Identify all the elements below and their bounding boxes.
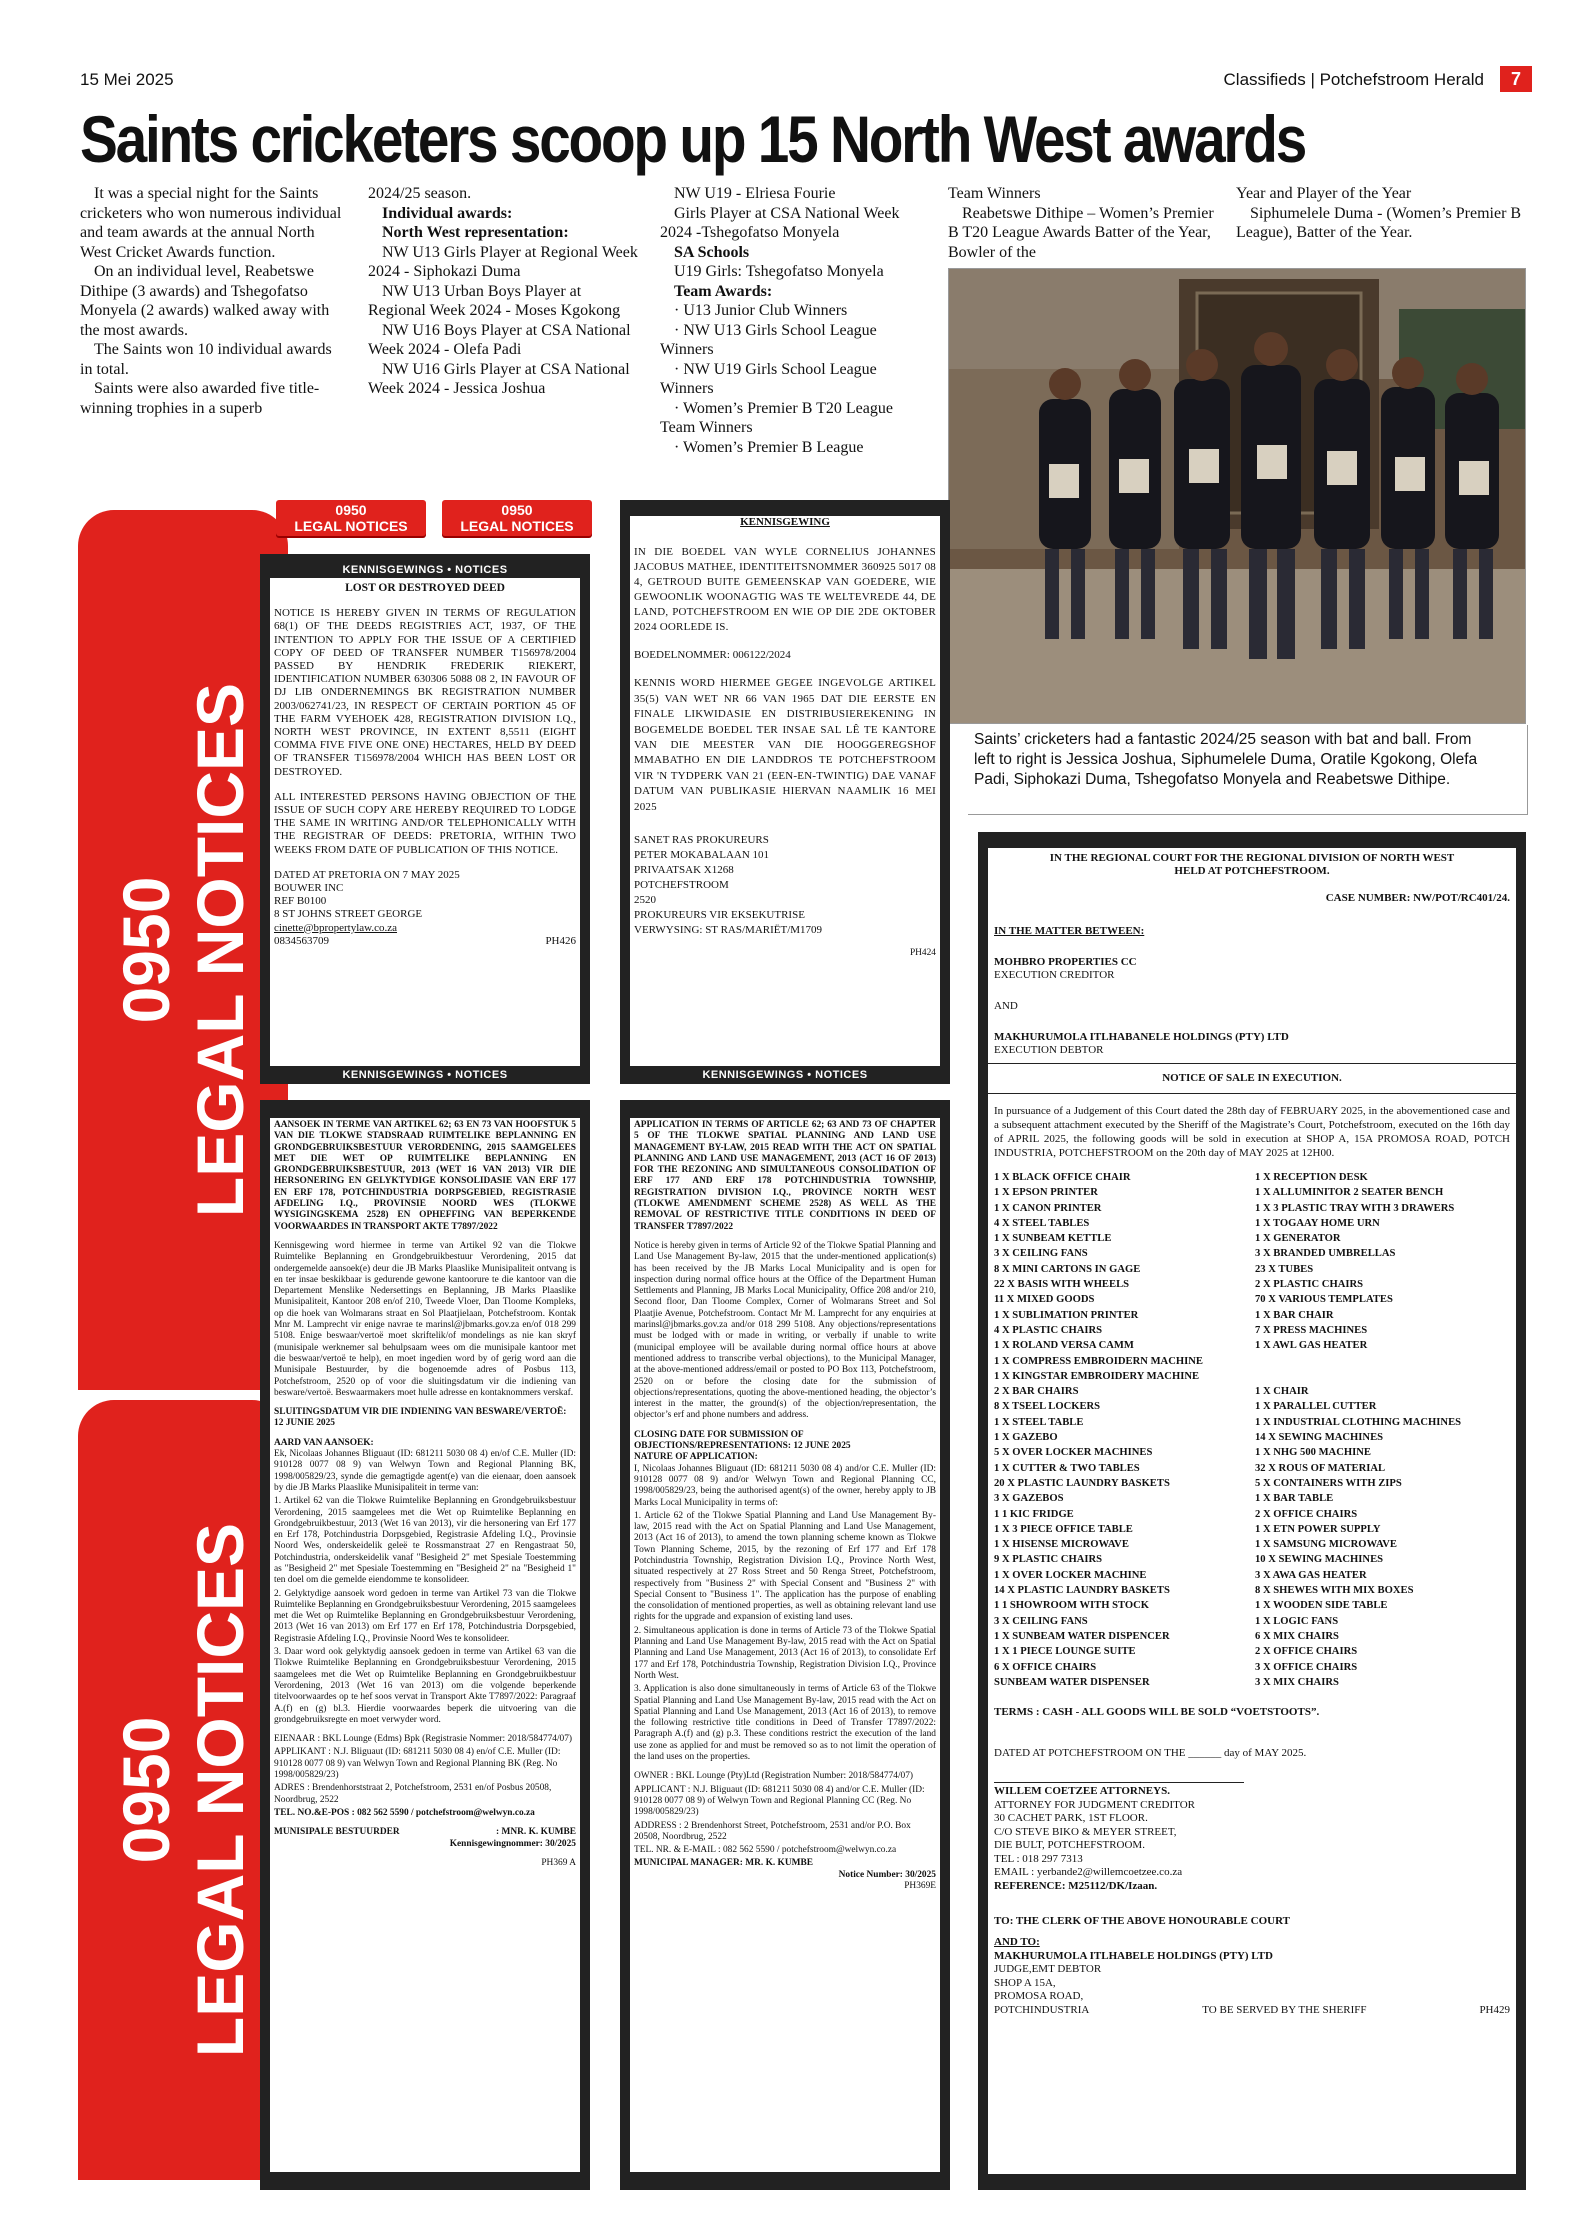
- notice-title: APPLICATION IN TERMS OF ARTICLE 62; 63 AND 73 OF CHAPTER 5 OF THE TLOKWE SPATIAL PLANNING AND LAND USE MANAGEMENT BY-LAW, 2015 READ WITH THE ACT ON SPATIAL PLANNING AND LAND USE MANAGEMENT, 2013 (ACT 16 OF 2013) FOR THE REZONING AND SIMULTANEOUS CONSOLIDATION OF ERF 177 AND ERF 178 POTCHINDUSTRIA TOWNSHIP, REGISTRATION DIVISION I.Q., PROVINCE NORTH WEST (TLOKWE AMENDMENT SCHEME 2528) AS WELL AS THE REMOVAL OF RESTRICTIVE TITLE CONDITIONS IN DEED OF TRANSFER T7897/2022: [634, 1120, 936, 1232]
- goods-item: 20 X PLASTIC LAUNDRY BASKETS: [994, 1477, 1170, 1489]
- notice-owner: OWNER : BKL Lounge (Pty)Ltd (Registration Number: 2018/584774/07): [634, 1771, 914, 1782]
- notice-body: [274, 1120, 576, 1869]
- goods-item: 1 X SAMSUNG MICROWAVE: [1255, 1539, 1397, 1551]
- goods-item: 3 X AWA GAS HEATER: [1255, 1569, 1367, 1581]
- notice-paragraph: 2. Gelyktydige aansoek word gedoen in terme van Artikel 73 van die Tlokwe Ruimtelike Beplanning en Grondgebruiksbestuur Verordening, 2015 saamgelees met die Wet op Ruimtelike Beplanning en Grondgebruiksbestuur Verordening, 2013 (Wet 16 van 2013) om Erf 177 en Erf 178, Potchindustria Dorpsgebied, Registrasie Afdeling I.Q., Provinsie Noord Wes te konsolideer.: [274, 1588, 576, 1644]
- notice-ref: PH369 A: [541, 1857, 576, 1868]
- goods-item: 23 X TUBES: [1255, 1263, 1314, 1275]
- goods-item: 1 X HISENSE MICROWAVE: [994, 1539, 1129, 1551]
- article-paragraph: Siphumelele Duma - (Women’s Premier B League), Batter of the Year.: [1236, 204, 1522, 241]
- article-subheading: SA Schools: [674, 243, 750, 261]
- notice-applicant: APPLIKANT : N.J. Bliguaut (ID: 681211 5030 08 4) en/of C.E. Muller (ID: 910128 0077 08 9) van Welwyn Town and Regional Planning BK (Reg. No 1998/005829/23): [274, 1747, 561, 1781]
- goods-item: 4 X STEEL TABLES: [994, 1217, 1090, 1229]
- notice-body: [634, 516, 936, 959]
- notice-paragraph: Ek, Nicolaas Johannes Bliguaut (ID: 681211 5030 08 4) en/of C.E. Muller (ID: 910128 0077 08 9) van Welwyn Town and Regional Planning BK, 1998/005829/23, synde die gemagtigde agent(e) van die eienaar, doen aansoek by die JB Marks Plaaslike Munisipaliteit in terme van:: [274, 1449, 576, 1493]
- notice-banner: KENNISGEWINGS • NOTICES: [270, 562, 580, 578]
- article-column-3: [660, 184, 928, 457]
- notice-banner: KENNISGEWINGS • NOTICES: [988, 832, 1516, 848]
- goods-item: 11 X MIXED GOODS: [994, 1294, 1095, 1306]
- article-column-5: [1236, 184, 1526, 243]
- article-paragraph: Saints were also awarded five title-winning trophies in a superb: [80, 380, 320, 417]
- notice-title: KENNISGEWING: [740, 516, 830, 528]
- notice-line: PETER MOKABALAAN 101: [634, 849, 770, 862]
- sale-paragraph: In pursuance of a Judgement of this Court dated the 28th day of FEBRUARY 2025, in the abovementioned case and a subsequent attachment executed by the Sheriff of the Magistrate’s Court, Potchefstroom, executed on the 16th day of APRIL 2025, the following goods will be sold in execution at SHOP A, 15A PROMOSA ROAD, POTCH INDUSTRIA, POTCHEFSTROOM on the 20th day of MAY 2025 at 12H00.: [994, 1105, 1510, 1159]
- notice-paragraph: 3. Daar word ook gelyktydig aansoek gedoen in terme van Artikel 63 van die Tlokwe Ruimtelike Beplanning en Grondgebruiksbestuur Verordening, 2015 saamgelees met die Wet op Ruimtelike Beplanning en Grondgebruikbestuur Verordening, 2013 (Wet 16 van 2013) om die volgende beperkende titelvoorwaardes op te hef soos vervat in Transport Akte T7897/2022: Paragraaf A.(f) en (g) bl.3. Hierdie voorwaardes beperk die uitvoering van die grondgebruiksregte en moet verwyder word.: [274, 1647, 576, 1725]
- article-paragraph: · U13 Junior Club Winners: [674, 302, 848, 319]
- notice-line: : MNR. K. KUMBE: [496, 1827, 576, 1838]
- goods-item: 1 X NHG 500 MACHINE: [1255, 1447, 1371, 1459]
- article-subheading: Team Awards:: [674, 282, 773, 300]
- team-photo-illustration: [949, 269, 1526, 724]
- notice-paragraph: IN DIE BOEDEL VAN WYLE CORNELIUS JOHANNES JACOBUS MATHEE, IDENTITEITSNOMMER 360925 5017 08 4, GETROUD BUITE GEMEENSKAP VAN GOEDERE, WIE GEWOONLIK WOONAGTIG WAS TE WELTEVREDE 44, DE LAND, POTCHEFSTROOM EN WIE OP DIE 2DE OKTOBER 2024 OORLEDE IS.: [634, 546, 936, 634]
- sidebar-code: 0950: [109, 876, 183, 1024]
- notice-number: Kennisgewingnommer: 30/2025: [449, 1838, 576, 1849]
- notice-banner: KENNISGEWINGS • NOTICES: [270, 1066, 580, 1084]
- goods-item: 1 X ETN POWER SUPPLY: [1255, 1523, 1381, 1535]
- goods-item: 6 X OFFICE CHAIRS: [994, 1661, 1097, 1673]
- notice-contact: TEL. NR. & E-MAIL : 082 562 5590 / potchefstroom@welwyn.co.za: [634, 1845, 897, 1856]
- to-clerk: TO: THE CLERK OF THE ABOVE HONOURABLE COURT: [994, 1915, 1290, 1928]
- legal-notices-sidebar-2: [78, 1400, 288, 2180]
- notice-contact: TEL. NO.&E-POS : 082 562 5590 / potchefstroom@welwyn.co.za: [274, 1807, 535, 1818]
- article-paragraph: · Women’s Premier B League: [674, 438, 864, 456]
- notice-paragraph: 1. Article 62 of the Tlokwe Spatial Planning and Land Use Management By-law, 2015 read with the Act on Spatial Planning and Land Use Management, 2013 (Act 16 of 2013), to amend the town planning scheme known as Tlokwe Town Planning Scheme, 2015, by the rezoning of Erf 177 and Erf 178 Potchindustria Township, Registration Division I.Q., Province North West, situated respectively at 27 Ross Street and 50 Renga Street, Potchefstroom, respectively from "Business 2" with Special Consent and "Business 2" with Special Consent to "Business 1". The application has the purpose of enabling the consolidation of mentioned properties, as well as obtaining relevant land use rights for the upgrade and expansion of existing land uses.: [634, 1510, 936, 1623]
- goods-item: 3 X OFFICE CHAIRS: [1255, 1661, 1358, 1673]
- article-column-4: [948, 184, 1220, 262]
- sidebar-label: LEGAL NOTICES: [183, 682, 257, 1218]
- article-paragraph: Team Winners: [948, 185, 1041, 202]
- goods-item: 1 X CUTTER & TWO TABLES: [994, 1462, 1140, 1474]
- legal-notices-sidebar-1: [78, 510, 288, 1390]
- goods-item: 1 X 1 PIECE LOUNGE SUITE: [994, 1646, 1136, 1658]
- goods-item: 10 X SEWING MACHINES: [1255, 1554, 1384, 1566]
- goods-item: 1 X STEEL TABLE: [994, 1416, 1084, 1428]
- goods-item: 3 X GAZEBOS: [994, 1493, 1064, 1505]
- sale-title: NOTICE OF SALE IN EXECUTION.: [1162, 1072, 1342, 1084]
- court-heading: IN THE REGIONAL COURT FOR THE REGIONAL DIVISION OF NORTH WEST HELD AT POTCHEFSTROOM.: [1049, 852, 1455, 877]
- notice-ref: PH369E: [904, 1881, 936, 1891]
- article-paragraph: On an individual level, Reabetswe Dithipe (3 awards) and Tshegofatso Monyela (2 awards) walked away with the most awards.: [80, 263, 330, 339]
- firm-name: WILLEM COETZEE ATTORNEYS.: [994, 1785, 1170, 1798]
- goods-item: 22 X BASIS WITH WHEELS: [994, 1279, 1130, 1291]
- goods-item: 14 X SEWING MACHINES: [1255, 1432, 1384, 1444]
- goods-item: 1 X ROLAND VERSA CAMM: [994, 1340, 1134, 1352]
- notice-paragraph: BOEDELNOMMER: 006122/2024: [634, 649, 791, 662]
- goods-item: 1 1 SHOWROOM WITH STOCK: [994, 1600, 1150, 1612]
- legal-notices-tag: [276, 500, 426, 536]
- notice-title: LOST OR DESTROYED DEED: [345, 582, 505, 594]
- article-paragraph: · NW U13 Girls School League Winners: [660, 321, 877, 358]
- goods-item: 3 X CEILING FANS: [994, 1615, 1088, 1627]
- sidebar-text: [109, 1523, 257, 2057]
- goods-item: 1 X SUNBEAM WATER DISPENCER: [994, 1630, 1170, 1642]
- article-paragraph: NW U16 Boys Player at CSA National Week 2024 - Olefa Padi: [368, 321, 631, 358]
- notice-owner: EIENAAR : BKL Lounge (Edms) Bpk (Registrasie Nommer: 2018/584774/07): [274, 1734, 573, 1745]
- goods-item: 4 X PLASTIC CHAIRS: [994, 1324, 1103, 1336]
- article-column-1: [80, 184, 348, 418]
- debtor-name: MAKHURUMOLA ITLHABANELE HOLDINGS (PTY) LTD: [994, 1031, 1289, 1043]
- section-title: Classifieds | Potchefstroom Herald: [1223, 70, 1484, 89]
- goods-item: 1 X BAR CHAIR: [1255, 1309, 1334, 1321]
- notice-phone: 0834563709: [274, 934, 329, 947]
- notice-line: PRIVAATSAK X1268: [634, 864, 734, 877]
- debtor-line: SHOP A 15A,: [994, 1976, 1056, 1989]
- case-number: CASE NUMBER: NW/POT/RC401/24.: [1325, 892, 1510, 904]
- notice-subheading: AARD VAN AANSOEK:: [274, 1437, 374, 1448]
- notice-manager: MUNICIPAL MANAGER: MR. K. KUMBE: [634, 1858, 813, 1869]
- legal-notices-tag: [442, 500, 592, 536]
- team-photo: [948, 268, 1526, 724]
- goods-item: 5 X CONTAINERS WITH ZIPS: [1255, 1477, 1402, 1489]
- article-subheading: North West representation:: [382, 224, 569, 241]
- notice-line: REF B0100: [274, 895, 327, 908]
- notice-paragraph: Kennisgewing word hiermee in terme van Artikel 92 van die Tlokwe Ruimtelike Beplanning en Grondgebruikbestuur Verordening, 2015 dat ondergemelde aansoek(e) deur die JB Marks Plaaslike Munisipaliteit ontvang is en ter insae beskikbaar is gedurende gewone kantoorure te die kantoor van die Departement Menslike Nedersettings en Beplanning, JB Marks Plaaslike Munisipaliteit, Kantoor 208 en/of 210, Tweede Vloer, Dan Tloome Kompleks, op die hoek van Wolmarans straat en Sol Plaatjielaan, Potchefstroom. Kontak Mnr M. Lamprecht vir enige navrae te marinsl@jbmarks.gov.za en/of 018 299 5108. Enige beswaar/vertoë moet skriftelik/of mondelings as nie kan skryf (munisipale werknemer sal behulpsaam wees om die munisipale kantoor met die beswaar/vertoë te help), en moet ingedien word by of gerig word aan die Munisipale Bestuurder, by die bogenoemde adres of Posbus 113, Potchefstroom, 2520 op of voor die sluitingsdatum vir die indiening van besware/vertoë. Beswaarmakers moet hulle adresse en kontaknommers verskaf.: [274, 1240, 576, 1398]
- goods-item: 3 X BRANDED UMBRELLAS: [1255, 1248, 1396, 1260]
- goods-list: [994, 1170, 1510, 1690]
- goods-item: 1 X COMPRESS EMBROIDERN MACHINE: [994, 1355, 1203, 1367]
- article-paragraph: 2024/25 season.: [368, 185, 472, 202]
- goods-item: 1 X CHAIR: [1255, 1386, 1309, 1398]
- notice-paragraph: 2. Simultaneous application is done in terms of Article 73 of the Tlokwe Spatial Planning and Land Use Management By-law, 2015 read with the Act on Spatial Planning and Land Use Management, 2013 (Act 16 of 2013), to consolidate Erf 177 and Erf 178, Potchindustria Township, Registration Division I.Q., Province North West.: [634, 1625, 936, 1681]
- goods-item: 9 X PLASTIC CHAIRS: [994, 1554, 1103, 1566]
- goods-item: 2 X PLASTIC CHAIRS: [1255, 1279, 1364, 1291]
- notice-afrikaans-rezoning: [260, 1100, 590, 2190]
- and-text: AND: [994, 1000, 1018, 1012]
- notice-ref: PH426: [545, 934, 576, 947]
- goods-item: 8 X SHEWES WITH MIX BOXES: [1255, 1585, 1414, 1597]
- goods-item: 70 X VARIOUS TEMPLATES: [1255, 1294, 1393, 1306]
- goods-item: 1 X LOGIC FANS: [1255, 1615, 1339, 1627]
- goods-item: 1 X CANON PRINTER: [994, 1202, 1102, 1214]
- article-paragraph: U19 Girls: Tshegofatso Monyela: [674, 263, 884, 280]
- article-paragraph: Year and Player of the Year: [1236, 185, 1412, 202]
- goods-item: 14 X PLASTIC LAUNDRY BASKETS: [994, 1585, 1170, 1597]
- notice-english-rezoning: [620, 1100, 950, 2190]
- notice-paragraph: 1. Artikel 62 van die Tlokwe Ruimtelike Beplanning en Grondgebruiksbestuur Verordening, 2015 saamgelees met die Wet op Ruimtelike Beplanning en Grondgebruikbestuur, 2013 (Wet 16 van 2013), vir die hersonering van Erf 177 en Erf 178, Potchindustria Dorpsgebied, Registrasie Afdeling I.Q., Provinsie Noord Wes, onderskeidelik geleë te Rossmanstraat 27 en Rengastraat 50, Potchindustria, onderskeidelik vanaf "Besigheid 2" met Spesiale Toestemming as "Besigheid 2" met Spesiale Toestemming en "Besigheid 2" na "Besigheid 1" ten doel om die gemelde eiendomme te konsolideer.: [274, 1496, 576, 1586]
- goods-item: 2 X OFFICE CHAIRS: [1255, 1508, 1358, 1520]
- sidebar-label: LEGAL NOTICES: [183, 1522, 257, 2058]
- goods-item: 8 X TSEEL LOCKERS: [994, 1401, 1101, 1413]
- notice-line: BOUWER INC: [274, 882, 344, 895]
- creditor-name: MOHBRO PROPERTIES CC: [994, 956, 1137, 968]
- creditor-role: EXECUTION CREDITOR: [994, 969, 1115, 981]
- article-paragraph: NW U16 Girls Player at CSA National Week 2024 - Jessica Joshua: [368, 360, 630, 397]
- goods-item: 3 X CEILING FANS: [994, 1248, 1088, 1260]
- notice-line: SANET RAS PROKUREURS: [634, 834, 769, 847]
- address-line: C/O STEVE BIKO & MEYER STREET,: [994, 1825, 1177, 1838]
- tag-label: LEGAL NOTICES: [294, 518, 408, 534]
- goods-item: 32 X ROUS OF MATERIAL: [1255, 1462, 1386, 1474]
- notice-banner: KENNISGEWINGS • NOTICES: [630, 501, 940, 515]
- notice-line: MUNISIPALE BESTUURDER: [274, 1827, 400, 1838]
- notice-deadline: CLOSING DATE FOR SUBMISSION OF OBJECTIONS/REPRESENTATIONS: 12 JUNE 2025: [634, 1429, 851, 1452]
- notice-sale-in-execution: [978, 832, 1526, 2190]
- goods-item: 1 1 KIC FRIDGE: [994, 1508, 1074, 1520]
- matter-heading: IN THE MATTER BETWEEN:: [994, 925, 1145, 937]
- notice-estate: [620, 500, 950, 1084]
- notice-paragraph: NOTICE IS HEREBY GIVEN IN TERMS OF REGULATION 68(1) OF THE DEEDS REGISTRIES ACT, 1937, OF THE INTENTION TO APPLY FOR THE ISSUE OF A CERTIFIED COPY OF DEED OF TRANSFER NUMBER T156978/2004 PASSED BY HENDRIK FREDERIK RIEKERT, IDENTIFICATION NUMBER 630306 5088 08 2, IN FAVOUR OF DJ LIB ONDERNEMINGS BK REGISTRATION NUMBER 2003/062741/23, IN RESPECT OF CERTAIN PORTION 45 OF THE FARM VYEHOEK 428, REGISTRATION DIVISION I.Q., NORTH WEST PROVINCE, IN EXTENT 8,5511 (EIGHT COMMA FIVE FIVE ONE ONE) HECTARES, HELD BY DEED OF TRANSFER T156978/2004 WHICH HAS BEEN LOST OR DESTROYED.: [274, 607, 576, 778]
- goods-item: 6 X MIX CHAIRS: [1255, 1630, 1339, 1642]
- sidebar-code: 0950: [109, 1716, 183, 1864]
- goods-item: 1 X 3 PIECE OFFICE TABLE: [994, 1523, 1133, 1535]
- notice-address: ADDRESS : 2 Brendenhorst Street, Potchefstroom, 2531 and/or P.O. Box 20508, Noordbrug, 2522: [634, 1820, 911, 1842]
- goods-item: 2 X OFFICE CHAIRS: [1255, 1646, 1358, 1658]
- debtor-role: EXECUTION DEBTOR: [994, 1044, 1104, 1056]
- notice-paragraph: 3. Application is also done simultaneously in terms of Article 63 of the Tlokwe Spatial Planning and Land Use Management By-law, 2015 read with the Act on Spatial Planning and Land Use Management, 2013 (Act 16 of 2013), to remove the following restrictive title conditions in Deed of Transfer T7897/2022: Paragraph A.(f) and (g) p.3. These conditions restrict the execution of the land use zone as applied for and must be removed so as to not limit the operation of the land uses on the properties.: [634, 1684, 936, 1763]
- notice-address: ADRES : Brendenhorststraat 2, Potchefstroom, 2531 en/of Posbus 20508, Noordbrug, 2522: [274, 1783, 552, 1805]
- goods-item: 8 X MINI CARTONS IN GAGE: [994, 1263, 1141, 1275]
- goods-item: SUNBEAM WATER DISPENSER: [994, 1676, 1150, 1688]
- attorney-role: ATTORNEY FOR JUDGMENT CREDITOR: [994, 1798, 1195, 1811]
- goods-item: 1 X GAZEBO: [994, 1432, 1058, 1444]
- notice-subheading: NATURE OF APPLICATION:: [634, 1452, 758, 1463]
- notice-signoff: [274, 1827, 576, 1838]
- address-line: DIE BULT, POTCHEFSTROOM.: [994, 1839, 1145, 1852]
- notice-line: 8 ST JOHNS STREET GEORGE: [274, 908, 423, 921]
- notice-body: [274, 582, 576, 948]
- notice-paragraph: KENNIS WORD HIERMEE GEGEE INGEVOLGE ARTIKEL 35(5) VAN WET NR 66 VAN 1965 DAT DIE EERSTE EN FINALE LIKWIDASIE EN DISTRIBUSIEREKENING IN BOGEMELDE BOEDEL TER INSAE SAL LÊ TE KANTORE VAN DIE MEESTER VAN DIE HOOGGEREGSHOF MMABATHO EN DIE LANDDROS TE POTCHEFSTROOM VIR 'N TYDPERK VAN 21 (EEN-EN-TWINTIG) DAE VANAF DATUM VAN PUBLIKASIE HIERVAN NAAMLIK 16 MEI 2025: [634, 677, 936, 813]
- notice-line: VERWYSING: ST RAS/MARIËT/M1709: [634, 924, 823, 937]
- goods-item: 1 X WOODEN SIDE TABLE: [1255, 1600, 1388, 1612]
- article-paragraph: Girls Player at CSA National Week 2024 -Tshegofatso Monyela: [660, 204, 900, 241]
- notice-paragraph: ALL INTERESTED PERSONS HAVING OBJECTION OF THE ISSUE OF SUCH COPY ARE HEREBY REQUIRED TO LODGE THE SAME IN WRITING AND/OR TELEPHONICALLY WITH THE REGISTRAR OF DEEDS: PRETORIA, WITHIN TWO WEEKS FROM DATE OF PUBLICATION OF THIS NOTICE.: [274, 790, 576, 856]
- page-number: 7: [1500, 66, 1532, 92]
- debtor-address-block: [994, 1936, 1510, 2017]
- goods-item: 1 X PARALLEL CUTTER: [1255, 1401, 1377, 1413]
- notice-line: DATED AT PRETORIA ON 7 MAY 2025: [274, 868, 460, 881]
- goods-item: 1 X TOGAAY HOME URN: [1255, 1217, 1380, 1229]
- notice-title: AANSOEK IN TERME VAN ARTIKEL 62; 63 EN 73 VAN HOOFSTUK 5 VAN DIE TLOKWE STADSRAAD RUIMTELIKE BEPLANNING EN GRONDGEBRUIKSBESTUUR VERORDENING, 2015 SAAMGELEES MET DIE WET OP RUIMTELIKE BEPLANNING EN GRONDGEBRUIKSBESTUUR, 2013 (WET 16 VAN 2013) VIR DIE HERSONERING EN GELYKTYDIGE KONSOLIDASIE VAN ERF 177 EN ERF 178, POTCHINDUSTRIA DORPSGEBIED, REGISTRASIE AFDELING I.Q., PROVINSIE NOORD WES (TLOKWE WYSIGINGSKEMA 2528) EN OPHEFFING VAN BEPERKENDE VOORWAARDES IN TRANSPORT AKTE T7897/2022: [274, 1120, 576, 1232]
- sheriff-note: TO BE SERVED BY THE SHERIFF: [1202, 2003, 1367, 2016]
- tag-label: LEGAL NOTICES: [460, 518, 574, 534]
- article-paragraph: The Saints won 10 individual awards in total.: [80, 341, 332, 378]
- notice-signoff: [634, 833, 936, 959]
- article-paragraph: NW U13 Urban Boys Player at Regional Week 2024 - Moses Kgokong: [368, 282, 621, 319]
- notice-signoff: [274, 869, 576, 948]
- notice-banner: KENNISGEWINGS • NOTICES: [988, 2174, 1516, 2190]
- notice-body: [994, 852, 1510, 2017]
- issue-date: 15 Mei 2025: [80, 70, 174, 89]
- dated-line: DATED AT POTCHEFSTROOM ON THE ______ day of MAY 2025.: [994, 1747, 1307, 1760]
- goods-item: 1 X SUBLIMATION PRINTER: [994, 1309, 1139, 1321]
- notice-banner: KENNISGEWINGS • NOTICES: [270, 2172, 580, 2190]
- notice-line: 2520: [634, 894, 656, 907]
- goods-item: 1 X OVER LOCKER MACHINE: [994, 1569, 1147, 1581]
- notice-paragraph: Notice is hereby given in terms of Article 92 of the Tlokwe Spatial Planning and Land Use Management By-law, 2015 that the under-mentioned application(s) has been received by the JB Marks Local Municipality and is open for inspection during normal office hours at the Office of the Department Human Settlements and Planning, JB Marks Local Municipality, Office 208 and/or 210, Second floor, Dan Tloome Complex, Corner of Wolmarans Street and Sol Plaatjie Avenue, Potchefstroom. Contact Mr M. Lamprecht for any enquiries at marinsl@jbmarks.gov.za and/or 018 299 5108. Any objections/representations must be lodged with or made in writing, or verbally if unable to write (municipal employee will be available during normal office hours at above mentioned address to transcribe verbal objections), to the Municipal Manager, at the above-mentioned address/email or posted to PO Box 113, Potchefstroom, 2520 on or before the closing date for the submission of objections/representations, quoting the above-mentioned heading, the objector’s interest in the matter, the ground(s) of the objection/representation, the objector’s erf and phone numbers and address.: [634, 1240, 936, 1421]
- sale-terms: TERMS : CASH - ALL GOODS WILL BE SOLD “VOETSTOOTS”.: [994, 1706, 1320, 1719]
- goods-item: 1 X RECEPTION DESK: [1255, 1172, 1368, 1183]
- goods-item: 1 X AWL GAS HEATER: [1255, 1340, 1368, 1352]
- debtor-line: MAKHURUMOLA ITLHABELE HOLDINGS (PTY) LTD: [994, 1949, 1273, 1962]
- goods-item: 1 X BLACK OFFICE CHAIR: [994, 1172, 1131, 1183]
- photo-caption: Saints’ cricketers had a fantastic 2024/25 season with bat and ball. From left to right is Jessica Joshua, Siphumelele Duma, Oratile Kgokong, Olefa Padi, Siphokazi Duma, Tshegofatso Monyela and Reabetswe Dithipe.: [974, 731, 1478, 788]
- notice-number: Notice Number: 30/2025: [838, 1869, 936, 1880]
- tag-code: 0950: [335, 502, 367, 518]
- notice-applicant: APPLICANT : N.J. Bliguaut (ID: 681211 5030 08 4) and/or C.E. Muller (ID: 910128 0077 08 9) of Welwyn Town and Regional Planning CC (Reg. No 1998/005829/23): [634, 1784, 925, 1818]
- notice-banner: KENNISGEWINGS • NOTICES: [630, 1100, 940, 1118]
- goods-item: 5 X OVER LOCKER MACHINES: [994, 1447, 1153, 1459]
- notice-paragraph: I, Nicolaas Johannes Bliguaut (ID: 681211 5030 08 4) and/or C.E. Muller (ID: 910128 0077 08 9) and/or Welwyn Town and Regional Planning CC, 1998/005829/23, being the authorised agent(s) of the owner, hereby apply to JB Marks Local Municipality in terms of:: [634, 1463, 936, 1508]
- address-line: 30 CACHET PARK, 1ST FLOOR.: [994, 1812, 1148, 1825]
- article-paragraph: · NW U19 Girls School League Winners: [660, 360, 877, 397]
- debtor-line: POTCHINDUSTRIA: [994, 2003, 1090, 2016]
- notice-email-link[interactable]: cinette@bpropertylaw.co.za: [274, 921, 398, 934]
- attorney-phone: TEL : 018 297 7313: [994, 1852, 1083, 1865]
- article-subheading: Individual awards:: [382, 204, 513, 222]
- notice-deadline: SLUITINGSDATUM VIR DIE INDIENING VAN BESWARE/VERTOË: 12 JUNIE 2025: [274, 1407, 567, 1429]
- notice-ref: PH424: [909, 948, 936, 959]
- debtor-line: JUDGE,EMT DEBTOR: [994, 1963, 1102, 1976]
- and-to: AND TO:: [994, 1936, 1040, 1949]
- goods-item: 3 X MIX CHAIRS: [1255, 1676, 1339, 1688]
- article-paragraph: It was a special night for the Saints cricketers who won numerous individual and team awards at the annual North West Cricket Awards function.: [80, 185, 342, 261]
- attorney-block: [994, 1782, 1244, 1893]
- headline: Saints cricketers scoop up 15 North West awards: [80, 102, 1306, 176]
- attorney-reference: REFERENCE: M25112/DK/Izaan.: [994, 1879, 1158, 1892]
- notice-lost-deed: [260, 554, 590, 1084]
- article-column-2: [368, 184, 638, 399]
- debtor-line: PROMOSA ROAD,: [994, 1990, 1084, 2003]
- notice-body: [634, 1120, 936, 1892]
- notice-ref: PH429: [1479, 2003, 1510, 2016]
- goods-item: 1 X KINGSTAR EMBROIDERY MACHINE: [994, 1370, 1200, 1382]
- goods-item: 2 X BAR CHAIRS: [994, 1386, 1079, 1398]
- notice-line: POTCHEFSTROOM: [634, 879, 729, 892]
- sale-title-band: [988, 1063, 1516, 1094]
- attorney-email[interactable]: EMAIL : yerbande2@willemcoetzee.co.za: [994, 1866, 1183, 1879]
- goods-item: 7 X PRESS MACHINES: [1255, 1324, 1368, 1336]
- goods-item: 1 X 3 PLASTIC TRAY WITH 3 DRAWERS: [1255, 1202, 1455, 1214]
- article-paragraph: Reabetswe Dithipe – Women’s Premier B T20 League Awards Batter of the Year, Bowler of the: [948, 204, 1214, 261]
- article-paragraph: NW U19 - Elriesa Fourie: [674, 185, 836, 202]
- goods-item: 1 X BAR TABLE: [1255, 1493, 1334, 1505]
- goods-item: 1 X ALLUMINITOR 2 SEATER BENCH: [1255, 1187, 1444, 1199]
- sidebar-text: [109, 683, 257, 1217]
- article-paragraph: NW U13 Girls Player at Regional Week 2024 - Siphokazi Duma: [368, 243, 638, 280]
- goods-item: 1 X EPSON PRINTER: [994, 1187, 1098, 1199]
- notice-banner: KENNISGEWINGS • NOTICES: [630, 1066, 940, 1084]
- notice-banner: KENNISGEWINGS • NOTICES: [270, 1100, 580, 1118]
- notice-line: PROKUREURS VIR EKSEKUTRISE: [634, 909, 805, 922]
- goods-item: 1 X GENERATOR: [1255, 1233, 1341, 1245]
- goods-item: 1 X SUNBEAM KETTLE: [994, 1233, 1112, 1245]
- goods-item: 1 X INDUSTRIAL CLOTHING MACHINES: [1255, 1416, 1462, 1428]
- notice-banner: KENNISGEWINGS • NOTICES: [630, 2172, 940, 2190]
- tag-code: 0950: [501, 502, 533, 518]
- article-paragraph: · Women’s Premier B T20 League Team Winners: [660, 399, 893, 436]
